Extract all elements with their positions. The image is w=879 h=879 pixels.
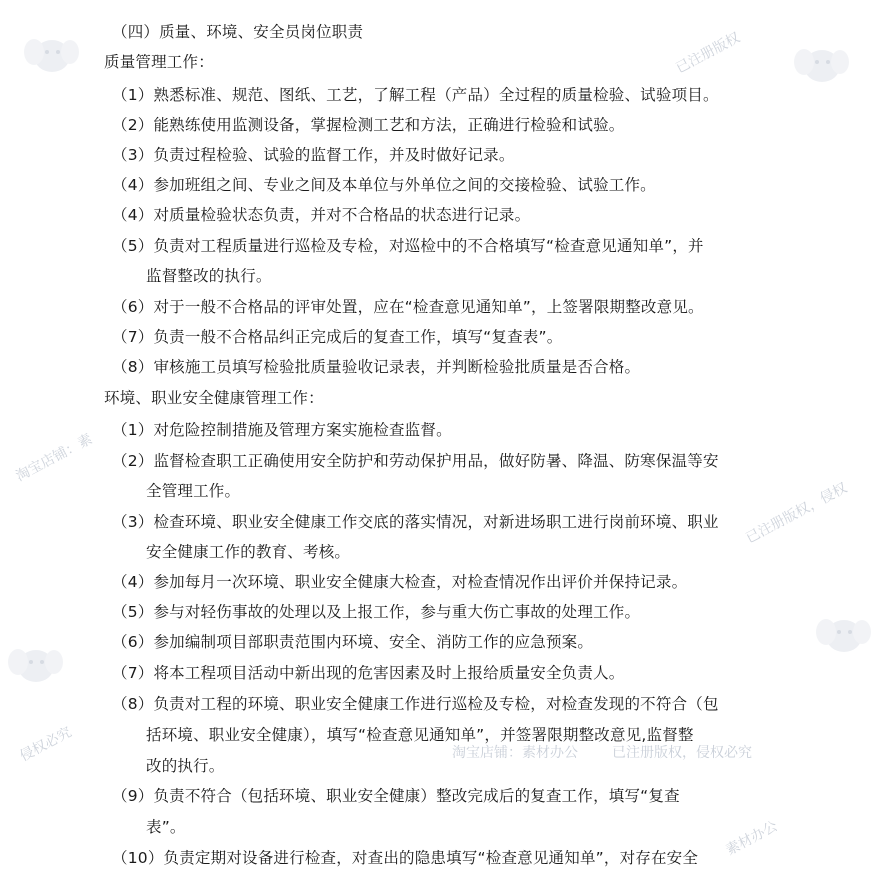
elephant-watermark-icon [4, 640, 64, 692]
quality-item: （7）负责一般不合格品纠正完成后的复查工作，填写“复查表”。 [112, 328, 563, 346]
environment-item: （8）负责对工程的环境、职业安全健康工作进行巡检及专检，对检查发现的不符合（包 [112, 695, 719, 713]
environment-item: （7）将本工程项目活动中新出现的危害因素及时上报给质量安全负责人。 [112, 664, 625, 682]
environment-item: （5）参与对轻伤事故的处理以及上报工作，参与重大伤亡事故的处理工作。 [112, 603, 641, 621]
environment-item: （4）参加每月一次环境、职业安全健康大检查，对检查情况作出评价并保持记录。 [112, 573, 688, 591]
watermark-fragment: 已注册版权 [673, 29, 743, 77]
environment-item: （9）负责不符合（包括环境、职业安全健康）整改完成后的复查工作，填写“复查 [112, 787, 680, 805]
quality-item: （6）对于一般不合格品的评审处置，应在“检查意见通知单”，上签署限期整改意见。 [112, 298, 704, 316]
section-heading: （四）质量、环境、安全员岗位职责 [112, 23, 364, 41]
quality-item: （8）审核施工员填写检验批质量验收记录表，并判断检验批质量是否合格。 [112, 358, 641, 376]
watermark-fragment: 已注册版权，侵权 [743, 480, 850, 547]
elephant-watermark-icon [812, 610, 872, 662]
environment-item: （2）监督检查职工正确使用安全防护和劳动保护用品，做好防暑、降温、防寒保温等安 [112, 452, 719, 470]
quality-title: 质量管理工作： [104, 53, 214, 71]
environment-item-continuation: 安全健康工作的教育、考核。 [146, 543, 351, 561]
quality-item: （4）对质量检验状态负责，并对不合格品的状态进行记录。 [112, 206, 531, 224]
quality-item: （3）负责过程检验、试验的监督工作，并及时做好记录。 [112, 146, 515, 164]
elephant-watermark-icon [20, 30, 80, 82]
quality-item-continuation: 监督整改的执行。 [146, 267, 272, 285]
quality-item: （2）能熟练使用监测设备，掌握检测工艺和方法，正确进行检验和试验。 [112, 116, 625, 134]
watermark-fragment: 素材办公 [723, 818, 781, 859]
watermark-shop: 淘宝店铺：素材办公 [452, 745, 578, 761]
quality-item: （5）负责对工程质量进行巡检及专检，对巡检中的不合格填写“检查意见通知单”，并 [112, 237, 704, 255]
watermark-fragment: 淘宝店铺：素 [13, 431, 96, 485]
quality-item: （1）熟悉标准、规范、图纸、工艺，了解工程（产品）全过程的质量检验、试验项目。 [112, 86, 719, 104]
watermark-copyright: 已注册版权，侵权必究 [612, 745, 752, 761]
environment-item: （3）检查环境、职业安全健康工作交底的落实情况，对新进场职工进行岗前环境、职业 [112, 513, 719, 531]
environment-item-continuation: 表”。 [146, 818, 186, 836]
environment-item-continuation: 全管理工作。 [146, 482, 241, 500]
quality-item: （4）参加班组之间、专业之间及本单位与外单位之间的交接检验、试验工作。 [112, 176, 656, 194]
environment-item: （1）对危险控制措施及管理方案实施检查监督。 [112, 421, 452, 439]
environment-item: （10）负责定期对设备进行检查，对查出的隐患填写“检查意见通知单”，对存在安全 [112, 849, 699, 867]
elephant-watermark-icon [790, 40, 850, 92]
environment-item-continuation: 括环境、职业安全健康），填写“检查意见通知单”，并签署限期整改意见,监督整 [146, 726, 694, 744]
environment-item: （6）参加编制项目部职责范围内环境、安全、消防工作的应急预案。 [112, 633, 594, 651]
environment-item-continuation: 改的执行。 [146, 757, 225, 775]
environment-title: 环境、职业安全健康管理工作： [104, 389, 324, 407]
watermark-fragment: 侵权必究 [17, 724, 75, 765]
